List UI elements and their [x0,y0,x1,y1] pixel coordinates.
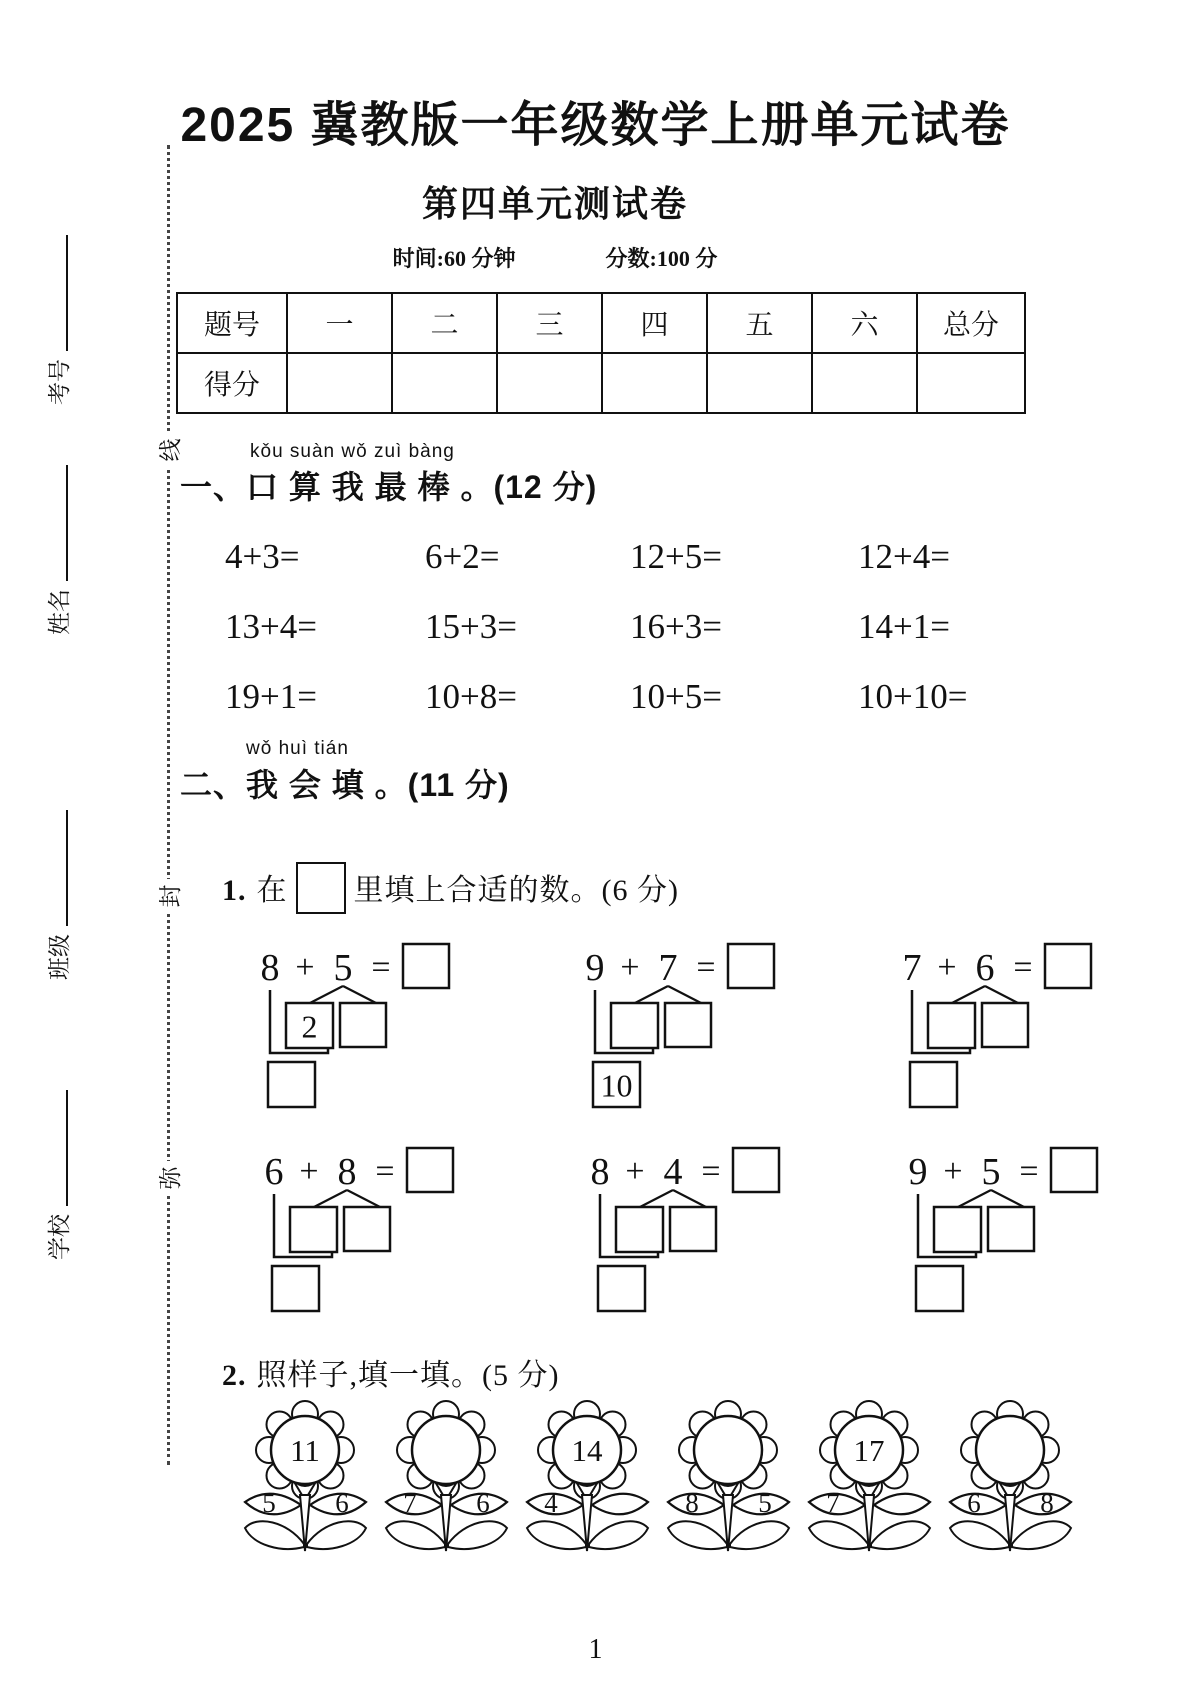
section1-heading: 一、口 算 我 最 棒 。(12 分) [180,469,598,505]
oral-problem: 10+10= [858,677,968,716]
plus-sign: + [620,949,640,986]
oral-problem: 6+2= [425,537,500,576]
flower-diagram [519,1398,656,1570]
flower-left-leaf-value: 8 [685,1488,699,1518]
sidebar-field [40,810,74,980]
result-box [1045,944,1091,988]
addend-b: 8 [337,1151,357,1193]
addend-b: 5 [981,1151,1001,1193]
equals-sign: = [1013,949,1033,986]
bottom-box [598,1266,645,1311]
sidebar-field-blank-line [46,1090,68,1206]
addend-b: 4 [663,1151,683,1193]
score-cell-empty [812,353,917,413]
flower-bottom-right-leaf [307,1521,366,1549]
flower-left-leaf-value: 7 [403,1488,417,1518]
flower-left-leaf-value: 5 [262,1488,276,1518]
flowers-row [237,1398,1079,1570]
addend-a: 8 [260,947,280,989]
score-row-label: 得分 [177,353,287,413]
score-table-header-cell: 一 [287,293,392,353]
flower-left-leaf-value: 6 [967,1488,981,1518]
flower-diagram [801,1398,938,1570]
flower-left-leaf-value: 4 [544,1488,558,1518]
question1-prefix: 在 [256,874,288,907]
sidebar-field [40,1090,74,1260]
flower-bottom-left-leaf [245,1521,304,1549]
question2-number: 2. [222,1359,247,1392]
seal-character: 线 [151,433,185,467]
seal-character: 弥 [151,1161,185,1195]
flower-bottom-left-leaf [527,1521,586,1549]
time-label: 时间:60 分钟 [392,246,516,271]
result-box [728,944,774,988]
flower-bottom-left-leaf [950,1521,1009,1549]
flower-bottom-left-leaf [386,1521,445,1549]
flower-bottom-right-leaf [1012,1521,1071,1549]
result-box [403,944,449,988]
flower-center-value: 17 [853,1433,885,1468]
flower-diagram [378,1398,515,1570]
addend-a: 8 [590,1151,610,1193]
result-box [1051,1148,1097,1192]
unit-test-title: 第四单元测试卷 [421,184,688,224]
equals-sign: = [701,1153,721,1190]
flower-bottom-right-leaf [589,1521,648,1549]
score-label: 分数:100 分 [605,246,718,271]
flower-right-leaf-value: 5 [758,1488,772,1518]
branch-right-box [988,1207,1034,1251]
sidebar-field-blank-line [46,465,68,581]
decomposition-diagram [252,1140,462,1318]
score-cell-empty [287,353,392,413]
flower-right-leaf-value: 6 [476,1488,490,1518]
plus-sign: + [299,1153,319,1190]
equals-sign: = [375,1153,395,1190]
oral-problem: 10+8= [425,677,517,716]
branch-right-box [665,1003,711,1047]
bottom-box [268,1062,315,1107]
plus-sign: + [937,949,957,986]
fill-box-sample [296,862,346,914]
flower-left-leaf-value: 7 [826,1488,840,1518]
sidebar-field-label: 学校 [45,1214,72,1260]
section2-pinyin: wǒ huì tián [246,738,349,759]
flower-bottom-left-leaf [809,1521,868,1549]
decomposition-diagram [573,936,783,1114]
addend-b: 5 [333,947,353,989]
oral-problem: 10+5= [630,677,722,716]
question1-suffix: 里填上合适的数。(6 分) [353,874,679,907]
flower-right-leaf-value: 8 [1040,1488,1054,1518]
sidebar-field-label: 班级 [45,934,72,980]
score-cell-empty [392,353,497,413]
score-cell-empty [497,353,602,413]
oral-problem: 19+1= [225,677,317,716]
sidebar-field [40,465,74,635]
section1-pinyin: kǒu suàn wǒ zuì bàng [250,441,455,462]
oral-problem: 15+3= [425,607,517,646]
result-box [407,1148,453,1192]
plus-sign: + [943,1153,963,1190]
sidebar-field [40,235,74,405]
score-table-header-cell: 题号 [177,293,287,353]
bottom-box [272,1266,319,1311]
addend-a: 9 [908,1151,928,1193]
flower-bottom-right-leaf [730,1521,789,1549]
branch-right-box [344,1207,390,1251]
addend-b: 6 [975,947,995,989]
decomposition-diagram [578,1140,788,1318]
question1-number: 1. [222,874,247,907]
addend-a: 7 [902,947,922,989]
oral-problem: 13+4= [225,607,317,646]
result-box [733,1148,779,1192]
question2-heading: 照样子,填一填。(5 分) [256,1359,560,1392]
flower-center-circle [976,1416,1044,1484]
flower-diagram [660,1398,797,1570]
flower-bottom-right-leaf [871,1521,930,1549]
branch-left-box [616,1207,663,1252]
equals-sign: = [696,949,716,986]
score-table-header-cell: 总分 [917,293,1025,353]
equals-sign: = [1019,1153,1039,1190]
branch-right-box [340,1003,386,1047]
flower-right-leaf-value: 6 [335,1488,349,1518]
bottom-box-value: 10 [600,1067,633,1104]
sidebar-field-blank-line [46,235,68,351]
branch-left-box [928,1003,975,1048]
score-table-header-cell: 二 [392,293,497,353]
branch-left-box [934,1207,981,1252]
section2-heading: 二、我 会 填 。(11 分) [180,767,510,803]
page-number: 1 [588,1634,603,1665]
flower-bottom-left-leaf [668,1521,727,1549]
score-table-header-cell: 五 [707,293,812,353]
sidebar-field-label: 姓名 [45,589,72,635]
flower-center-value: 14 [571,1433,603,1468]
score-cell-empty [917,353,1025,413]
branch-left-box [611,1003,658,1048]
plus-sign: + [295,949,315,986]
score-table-header-cell: 六 [812,293,917,353]
sidebar-field-label: 考号 [45,359,72,405]
oral-problem: 4+3= [225,537,300,576]
decomposition-diagram [248,936,458,1114]
flower-diagram [942,1398,1079,1570]
addend-a: 6 [264,1151,284,1193]
oral-problem: 16+3= [630,607,722,646]
oral-problem: 12+4= [858,537,950,576]
flower-diagram [237,1398,374,1570]
flower-center-value: 11 [290,1433,320,1468]
page-title: 2025 冀教版一年级数学上册单元试卷 [180,99,1011,152]
score-cell-empty [602,353,707,413]
branch-right-box [982,1003,1028,1047]
addend-a: 9 [585,947,605,989]
flower-bottom-right-leaf [448,1521,507,1549]
plus-sign: + [625,1153,645,1190]
seal-character: 封 [151,879,185,913]
flower-center-circle [412,1416,480,1484]
branch-right-box [670,1207,716,1251]
score-table-header-cell: 三 [497,293,602,353]
score-cell-empty [707,353,812,413]
flower-right-leaf [592,1494,648,1515]
oral-problem: 12+5= [630,537,722,576]
flower-right-leaf [874,1494,930,1515]
oral-problems [225,522,1025,732]
question2-text [222,1350,559,1394]
branch-left-box-value: 2 [301,1008,318,1045]
bottom-box [910,1062,957,1107]
meta-line [175,242,935,273]
score-table-header-cell: 四 [602,293,707,353]
equals-sign: = [371,949,391,986]
bottom-box [916,1266,963,1311]
addend-b: 7 [658,947,678,989]
score-table [176,292,1026,414]
flower-center-circle [694,1416,762,1484]
oral-problem: 14+1= [858,607,950,646]
question1-text [222,862,679,914]
decomposition-diagram [890,936,1100,1114]
branch-left-box [290,1207,337,1252]
seal-dotted-line [167,145,170,1465]
sidebar-field-blank-line [46,810,68,926]
decomposition-diagram [896,1140,1106,1318]
